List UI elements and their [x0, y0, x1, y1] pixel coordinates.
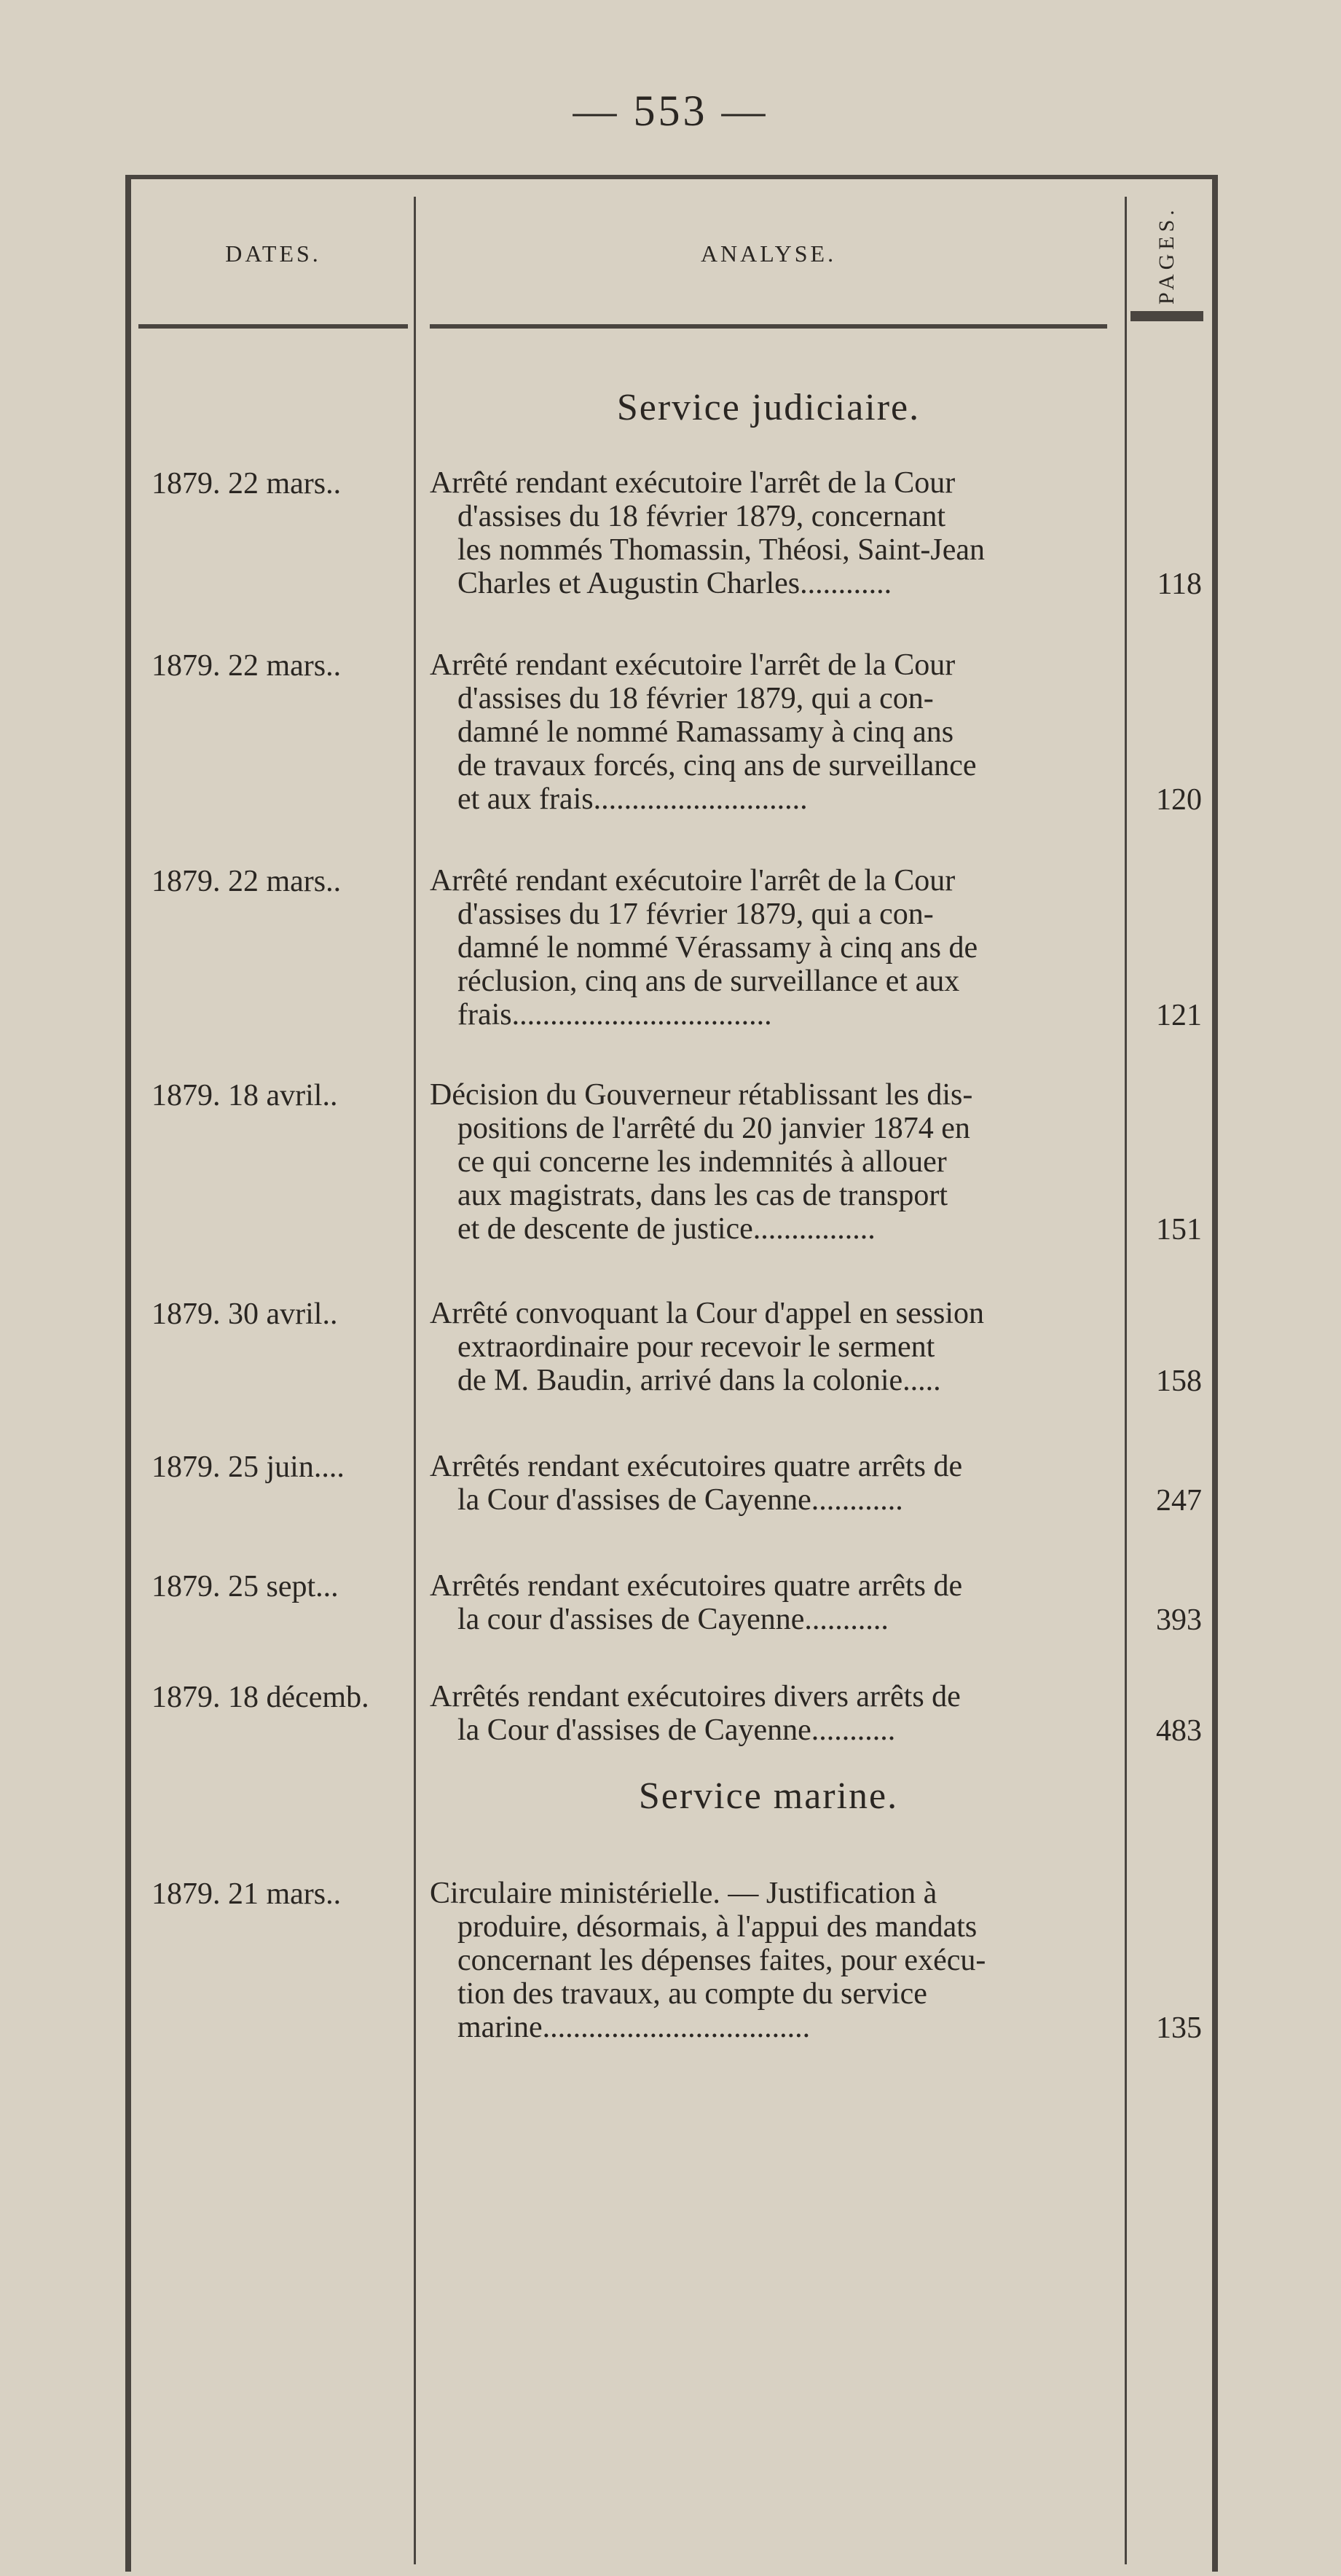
entry-line: d'assises du 18 février 1879, concernant — [457, 500, 946, 533]
entry-line: damné le nommé Ramassamy à cinq ans — [457, 715, 954, 749]
entry-page: 158 — [1156, 1364, 1202, 1398]
entry-line: réclusion, cinq ans de surveillance et aux — [457, 965, 960, 998]
entry-page: 483 — [1156, 1714, 1202, 1748]
header-pages: PAGES. — [1155, 205, 1179, 305]
entry-line: frais.................................. — [457, 998, 772, 1032]
section-title: Service marine. — [638, 1775, 899, 1817]
entry-line: et de descente de justice................ — [457, 1212, 876, 1246]
entry-line: de M. Baudin, arrivé dans la colonie..... — [457, 1364, 941, 1397]
entry-line: Circulaire ministérielle. — Justification à — [430, 1877, 937, 1910]
entry-line: positions de l'arrêté du 20 janvier 1874 en — [457, 1112, 970, 1145]
entry-line: ce qui concerne les indemnités à allouer — [457, 1145, 947, 1179]
entry-date: 1879. 25 sept... — [152, 1570, 339, 1603]
entry-line: et aux frais............................ — [457, 782, 808, 816]
entry-line: extraordinaire pour recevoir le serment — [457, 1330, 935, 1364]
entry-text — [430, 1450, 1114, 1517]
header-rule-pages — [1130, 311, 1203, 321]
entry-line: la cour d'assises de Cayenne........... — [457, 1603, 889, 1636]
entry-line: damné le nommé Vérassamy à cinq ans de — [457, 931, 978, 965]
entry-date: 1879. 22 mars.. — [152, 467, 342, 500]
entry-line: Arrêté rendant exécutoire l'arrêt de la Cour — [430, 648, 956, 682]
header-rule-analyse — [430, 324, 1107, 329]
entry-text — [430, 466, 1114, 600]
entry-line: d'assises du 18 février 1879, qui a con- — [457, 682, 934, 715]
header-dates: DATES. — [225, 240, 321, 267]
entry-date: 1879. 18 avril.. — [152, 1079, 338, 1112]
entry-line: les nommés Thomassin, Théosi, Saint-Jean — [457, 533, 986, 567]
entry-line: Arrêtés rendant exécutoires quatre arrêts de — [430, 1569, 963, 1603]
entry-date: 1879. 22 mars.. — [152, 865, 342, 898]
header-analyse: ANALYSE. — [700, 240, 837, 267]
entry-line: Charles et Augustin Charles............ — [457, 567, 892, 600]
column-divider-pages — [1125, 197, 1127, 2564]
entry-text — [430, 1569, 1114, 1636]
entry-page: 118 — [1157, 568, 1202, 601]
entry-date: 1879. 18 décemb. — [152, 1681, 369, 1714]
entry-page: 393 — [1156, 1603, 1202, 1637]
entry-line: produire, désormais, à l'appui des mandats — [457, 1910, 978, 1944]
entry-line: la Cour d'assises de Cayenne........... — [457, 1713, 896, 1747]
page-number: — 553 — — [573, 87, 768, 135]
entry-line: d'assises du 17 février 1879, qui a con- — [457, 898, 934, 931]
entry-line: concernant les dépenses faites, pour exécu- — [457, 1944, 986, 1977]
entry-text — [430, 648, 1114, 816]
entry-page: 151 — [1156, 1213, 1202, 1246]
entry-line: Arrêté convoquant la Cour d'appel en session — [430, 1297, 985, 1330]
entry-line: de travaux forcés, cinq ans de surveillance — [457, 749, 977, 782]
entry-date: 1879. 25 juin.... — [152, 1450, 345, 1484]
entry-page: 120 — [1156, 783, 1202, 817]
entry-text — [430, 864, 1114, 1032]
entry-text — [430, 1877, 1114, 2044]
entry-line: aux magistrats, dans les cas de transport — [457, 1179, 948, 1212]
entry-text — [430, 1078, 1114, 1246]
entry-line: Décision du Gouverneur rétablissant les dis- — [430, 1078, 973, 1112]
entry-date: 1879. 30 avril.. — [152, 1297, 338, 1331]
entry-date: 1879. 22 mars.. — [152, 649, 342, 683]
header-rule-dates — [138, 324, 408, 329]
entry-page: 247 — [1156, 1484, 1202, 1517]
entry-date: 1879. 21 mars.. — [152, 1877, 342, 1911]
column-divider-dates — [414, 197, 416, 2564]
entry-line: tion des travaux, au compte du service — [457, 1977, 927, 2011]
entry-line: la Cour d'assises de Cayenne............ — [457, 1483, 903, 1517]
entry-line: Arrêtés rendant exécutoires divers arrêts de — [430, 1680, 961, 1713]
table-left-border — [125, 175, 131, 2572]
entry-line: Arrêté rendant exécutoire l'arrêt de la Cour — [430, 466, 956, 500]
entry-text — [430, 1297, 1114, 1397]
entry-text — [430, 1680, 1114, 1747]
entry-page: 121 — [1156, 999, 1202, 1032]
section-title: Service judiciaire. — [616, 387, 921, 428]
table-right-border — [1212, 175, 1218, 2572]
entry-line: marine................................... — [457, 2011, 811, 2044]
entry-line: Arrêté rendant exécutoire l'arrêt de la Cour — [430, 864, 956, 898]
entry-page: 135 — [1156, 2011, 1202, 2045]
entry-line: Arrêtés rendant exécutoires quatre arrêts de — [430, 1450, 963, 1483]
